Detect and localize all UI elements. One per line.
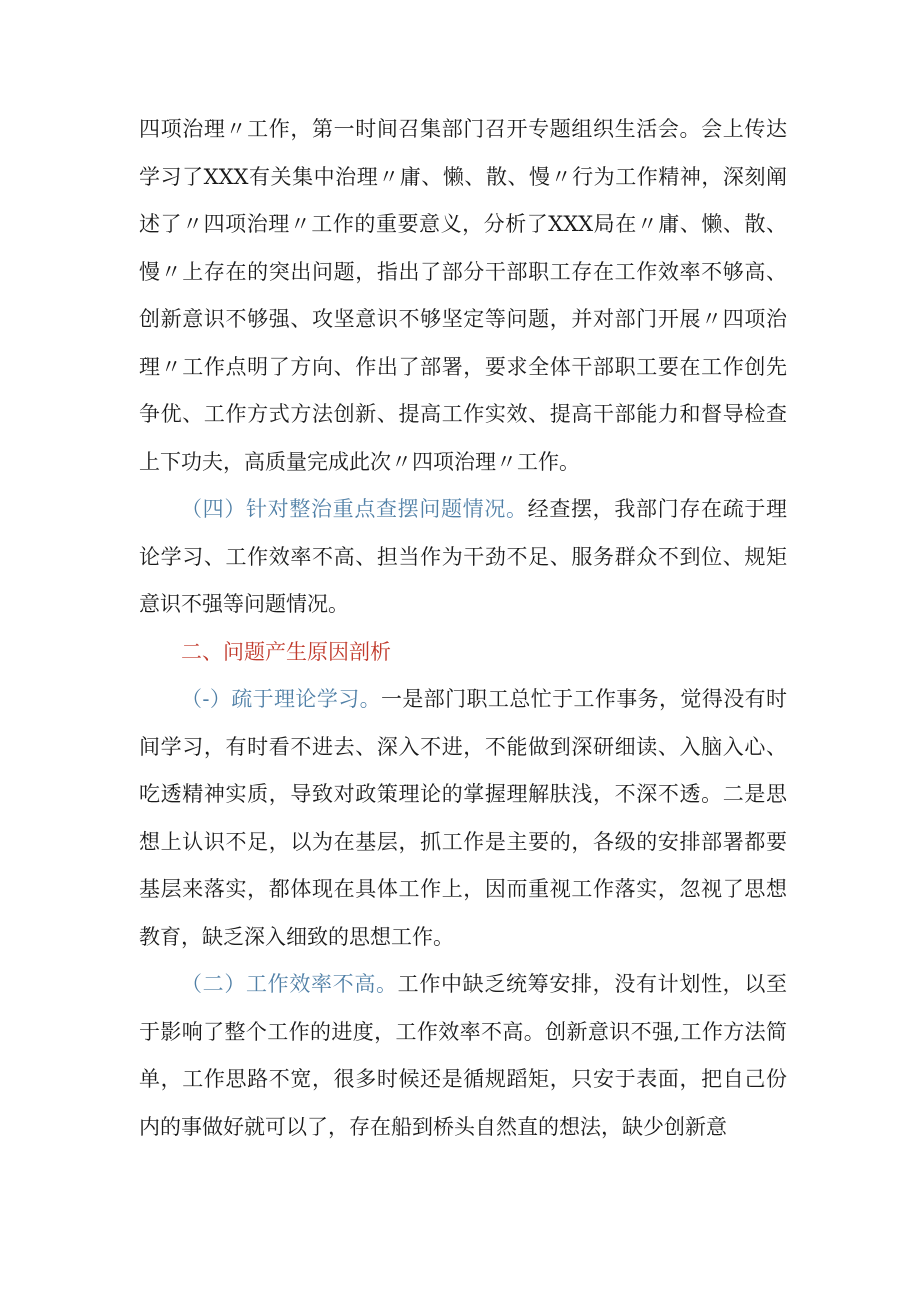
subheading-problem-review: （四）针对整治重点查摆问题情况。 [181,497,528,521]
paragraph-work-efficiency-body: 工作中缺乏统筹安排，没有计划性，以至于影响了整个工作的进度，工作效率不高。创新意识不强,工作方法简单，工作思路不宽，很多时候还是循规蹈矩，只安于表面，把自己份内的事做好就可以了，存在船到桥头自然直的想法，缺少创新意 [139,972,788,1139]
paragraph-problem-review [139,486,787,629]
paragraph-work-efficiency [139,961,787,1151]
section-heading-cause-analysis: 二、问题产生原因剖析 [181,639,391,664]
subheading-theory-study: （-）疏于理论学习。 [181,687,381,711]
paragraph-problem-review-body: 经查摆，我部门存在疏于理论学习、工作效率不高、担当作为干劲不足、服务群众不到位、规矩意识不强等问题情况。 [139,497,788,616]
subheading-work-efficiency: （二）工作效率不高。 [181,972,398,996]
paragraph-theory-study [139,676,787,961]
document-body [139,106,787,1151]
paragraph-continuation: 四项治理〃工作，第一时间召集部门召开专题组织生活会。会上传达学习了XXX有关集中治理〃庸、懒、散、慢〃行为工作精神，深刻阐述了〃四项治理〃工作的重要意义，分析了XXX局在〃庸、懒、散、慢〃上存在的突出问题，指出了部分干部职工存在工作效率不够高、创新意识不够强、攻坚意识不够坚定等问题，并对部门开展〃四项治理〃工作点明了方向、作出了部署，要求全体干部职工要在工作创先争优、工作方式方法创新、提高工作实效、提高干部能力和督导检查上下功夫，高质量完成此次〃四项治理〃工作。 [139,117,787,474]
paragraph-theory-study-body: 一是部门职工总忙于工作事务，觉得没有时间学习，有时看不进去、深入不进，不能做到深研细读、入脑入心、吃透精神实质，导致对政策理论的掌握理解肤浅，不深不透。二是思想上认识不足，以为在基层，抓工作是主要的，各级的安排部署都要基层来落实，都体现在具体工作上，因而重视工作落实，忽视了思想教育，缺乏深入细致的思想工作。 [139,687,787,949]
